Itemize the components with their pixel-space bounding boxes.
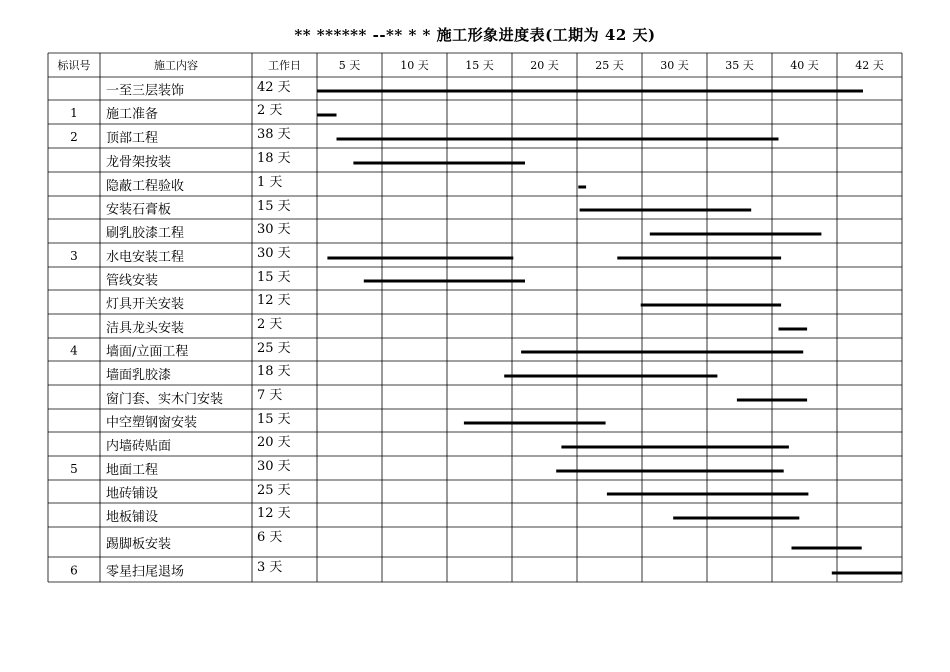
task-name: 安装石膏板 bbox=[106, 202, 172, 218]
task-name: 地砖铺设 bbox=[106, 486, 159, 502]
task-name: 中空塑钢窗安装 bbox=[106, 415, 198, 431]
timeline-tick-label: 40 天 bbox=[790, 59, 819, 72]
task-name: 墙面/立面工程 bbox=[106, 344, 189, 360]
task-duration: 12 天 bbox=[257, 506, 291, 521]
task-id: 4 bbox=[70, 343, 78, 358]
task-name: 施工准备 bbox=[106, 107, 159, 122]
timeline-tick-label: 35 天 bbox=[725, 59, 754, 72]
header-days: 工作日 bbox=[268, 59, 301, 72]
task-id: 2 bbox=[70, 130, 78, 144]
task-id: 5 bbox=[70, 462, 78, 476]
task-duration: 2 天 bbox=[257, 103, 283, 118]
timeline-tick-label: 5 天 bbox=[338, 59, 361, 72]
task-duration: 25 天 bbox=[257, 483, 291, 498]
task-name: 隐蔽工程验收 bbox=[106, 179, 185, 194]
task-name: 地面工程 bbox=[106, 463, 159, 478]
timeline-tick-label: 10 天 bbox=[400, 59, 429, 72]
task-name: 龙骨架按装 bbox=[106, 155, 172, 170]
task-name: 窗门套、实木门安装 bbox=[106, 392, 224, 407]
task-duration: 30 天 bbox=[257, 246, 291, 261]
task-id: 3 bbox=[70, 249, 78, 263]
task-duration: 15 天 bbox=[257, 199, 291, 214]
task-name: 刷乳胶漆工程 bbox=[106, 226, 185, 241]
task-duration: 15 天 bbox=[257, 270, 291, 285]
task-duration: 7 天 bbox=[257, 388, 283, 403]
timeline-tick-label: 15 天 bbox=[465, 59, 494, 72]
task-name: 踢脚板安装 bbox=[106, 537, 172, 552]
task-duration: 42 天 bbox=[257, 80, 291, 95]
timeline-tick-label: 30 天 bbox=[660, 59, 689, 72]
task-duration: 30 天 bbox=[257, 222, 291, 237]
task-id: 1 bbox=[70, 106, 78, 120]
task-duration: 12 天 bbox=[257, 293, 291, 308]
schedule-title: ** ****** --** * * 施工形象进度表(工期为 42 天) bbox=[294, 26, 656, 44]
header-content: 施工内容 bbox=[154, 59, 198, 72]
task-duration: 38 天 bbox=[257, 127, 291, 142]
task-name: 墙面乳胶漆 bbox=[106, 368, 172, 383]
task-name: 一至三层装饰 bbox=[106, 83, 185, 99]
header-id: 标识号 bbox=[57, 59, 91, 72]
task-name: 零星扫尾退场 bbox=[106, 564, 185, 580]
timeline-tick-label: 25 天 bbox=[595, 59, 624, 72]
task-duration: 25 天 bbox=[257, 341, 291, 356]
task-name: 顶部工程 bbox=[106, 131, 159, 146]
task-duration: 18 天 bbox=[257, 364, 291, 379]
task-duration: 15 天 bbox=[257, 412, 291, 427]
task-duration: 18 天 bbox=[257, 151, 291, 166]
task-name: 内墙砖贴面 bbox=[106, 439, 172, 454]
task-duration: 30 天 bbox=[257, 459, 291, 474]
task-name: 管线安装 bbox=[106, 273, 159, 289]
task-duration: 20 天 bbox=[257, 435, 291, 450]
task-name: 灯具开关安装 bbox=[106, 297, 185, 312]
task-name: 洁具龙头安装 bbox=[106, 321, 185, 336]
task-duration: 3 天 bbox=[257, 560, 283, 575]
timeline-tick-label: 42 天 bbox=[855, 59, 884, 72]
task-name: 水电安装工程 bbox=[106, 250, 185, 265]
timeline-tick-label: 20 天 bbox=[530, 59, 559, 72]
task-duration: 6 天 bbox=[257, 530, 283, 545]
task-name: 地板铺设 bbox=[106, 510, 159, 525]
task-duration: 2 天 bbox=[257, 317, 283, 332]
task-duration: 1 天 bbox=[257, 175, 283, 190]
task-id: 6 bbox=[70, 563, 78, 578]
